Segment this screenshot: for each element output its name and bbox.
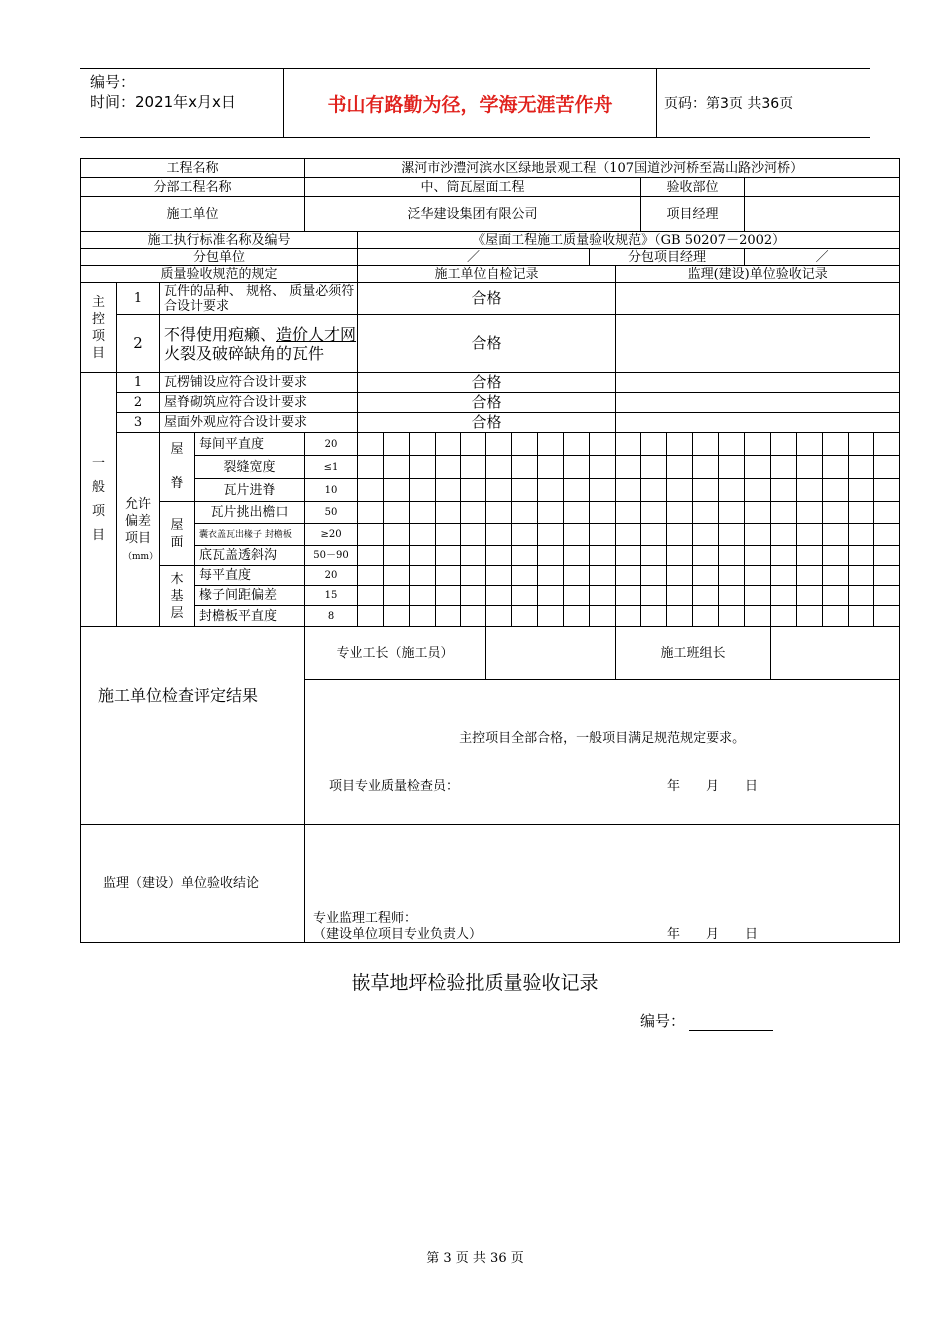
engineer-label: 专业监理工程师： (313, 911, 418, 926)
general-item-supervision (616, 373, 900, 393)
general-item-text: 屋面外观应符合设计要求 (160, 413, 358, 433)
main-item-no: 2 (117, 315, 160, 373)
dev-value: 8 (305, 606, 358, 627)
general-item-no: 1 (117, 373, 160, 393)
foreman-value (486, 627, 616, 680)
main-item-result: 合格 (358, 315, 616, 373)
allowable-label (117, 433, 160, 627)
second-title: 嵌草地坪检验批质量验收记录 (351, 972, 599, 994)
dev-value: 15 (305, 586, 358, 606)
spec-label: 质量验收规范的规定 (81, 266, 358, 283)
dev-item: 椽子间距偏差 (195, 586, 305, 606)
dev-value: ≤1 (305, 456, 358, 479)
general-item-supervision (616, 413, 900, 433)
second-number-line (689, 1014, 773, 1031)
allowable-text: 允许偏差项目 (124, 496, 151, 546)
dev-group-roof: 屋面 (160, 502, 195, 566)
main-item-result: 合格 (358, 283, 616, 315)
team-leader-label: 施工班组长 (616, 627, 771, 680)
general-group-label: 一般项目 (81, 373, 117, 627)
main-item-text-b: 火裂及破碎缺角的瓦件 (164, 343, 325, 363)
foreman-label: 专业工长（施工员） (305, 627, 486, 680)
qc-label: 项目专业质量检查员： (329, 779, 460, 794)
page-header (80, 68, 870, 138)
general-item-result: 合格 (358, 393, 616, 413)
subcontractor: ／ (358, 249, 590, 266)
self-check-label: 施工单位自检记录 (358, 266, 616, 283)
dev-item: 囊衣盖瓦出椽子 封檐板 (195, 524, 305, 546)
allowable-unit: （mm） (123, 551, 159, 562)
header-page: 页码：第3页 共36页 (664, 96, 794, 112)
dev-value: ≥20 (305, 524, 358, 546)
main-item-text: 瓦件的品种、 规格、 质量必须符合设计要求 (160, 283, 358, 315)
dev-value: 50－90 (305, 546, 358, 566)
inspection-table (80, 158, 900, 943)
general-item-result: 合格 (358, 373, 616, 393)
general-item-text: 屋脊砌筑应符合设计要求 (160, 393, 358, 413)
pm-label: 项目经理 (641, 197, 745, 232)
general-item-text: 瓦楞铺设应符合设计要求 (160, 373, 358, 393)
dev-value: 20 (305, 566, 358, 586)
accept-part (745, 178, 900, 197)
header-slogan: 书山有路勤为径，学海无涯苦作舟 (284, 69, 657, 137)
dev-item: 底瓦盖透斜沟 (195, 546, 305, 566)
cost-link[interactable]: 造价人才网 (276, 324, 357, 344)
main-item-text (160, 315, 358, 373)
sub-project-label: 分部工程名称 (81, 178, 305, 197)
dev-value: 10 (305, 479, 358, 502)
team-leader-value (771, 627, 900, 680)
supervision-label: 监理(建设)单位验收记录 (616, 266, 900, 283)
dev-value: 20 (305, 433, 358, 456)
eval-label: 施工单位检查评定结果 (81, 627, 305, 825)
dev-item: 瓦片挑出檐口 (195, 502, 305, 524)
main-group-label: 主控项目 (81, 283, 117, 373)
eval-date: 年 月 日 (667, 779, 759, 794)
sub-project: 中、筒瓦屋面工程 (305, 178, 641, 197)
eval-result (305, 680, 900, 825)
dev-item: 每间平直度 (195, 433, 305, 456)
main-item-no: 1 (117, 283, 160, 315)
owner-label: （建设单位项目专业负责人） (313, 927, 483, 942)
number-label: 编号： (90, 73, 136, 91)
second-number-label: 编号： (640, 1012, 686, 1030)
dev-item: 瓦片进脊 (195, 479, 305, 502)
sub-pm: ／ (745, 249, 900, 266)
contractor: 泛华建设集团有限公司 (305, 197, 641, 232)
conclusion-date: 年 月 日 (667, 927, 759, 942)
time-label: 时间：2021年x月x日 (90, 93, 236, 111)
conclusion-label: 监理（建设）单位验收结论 (81, 825, 305, 943)
dev-item: 裂缝宽度 (195, 456, 305, 479)
pm (745, 197, 900, 232)
subcontractor-label: 分包单位 (81, 249, 358, 266)
dev-group-ridge: 屋脊 (160, 433, 195, 502)
general-item-no: 2 (117, 393, 160, 413)
general-item-supervision (616, 393, 900, 413)
main-item-supervision (616, 315, 900, 373)
dev-group-wood: 木基层 (160, 566, 195, 627)
page-footer: 第 3 页 共 36 页 (426, 1251, 524, 1266)
sub-pm-label: 分包项目经理 (590, 249, 745, 266)
standard-label: 施工执行标准名称及编号 (81, 232, 358, 249)
dev-value: 50 (305, 502, 358, 524)
project-name-label: 工程名称 (81, 159, 305, 178)
general-item-result: 合格 (358, 413, 616, 433)
second-number (640, 1010, 773, 1031)
contractor-label: 施工单位 (81, 197, 305, 232)
dev-item: 每平直度 (195, 566, 305, 586)
project-name: 漯河市沙澧河滨水区绿地景观工程（107国道沙河桥至嵩山路沙河桥） (305, 159, 900, 178)
general-item-no: 3 (117, 413, 160, 433)
dev-item: 封檐板平直度 (195, 606, 305, 627)
conclusion-area (305, 825, 900, 943)
eval-text: 主控项目全部合格，一般项目满足规范规定要求。 (459, 731, 746, 746)
main-item-supervision (616, 283, 900, 315)
header-left (80, 69, 284, 137)
accept-part-label: 验收部位 (641, 178, 745, 197)
standard: 《屋面工程施工质量验收规范》（GB 50207－2002） (358, 232, 900, 249)
main-item-text-a: 不得使用疱癞、 (164, 324, 277, 344)
